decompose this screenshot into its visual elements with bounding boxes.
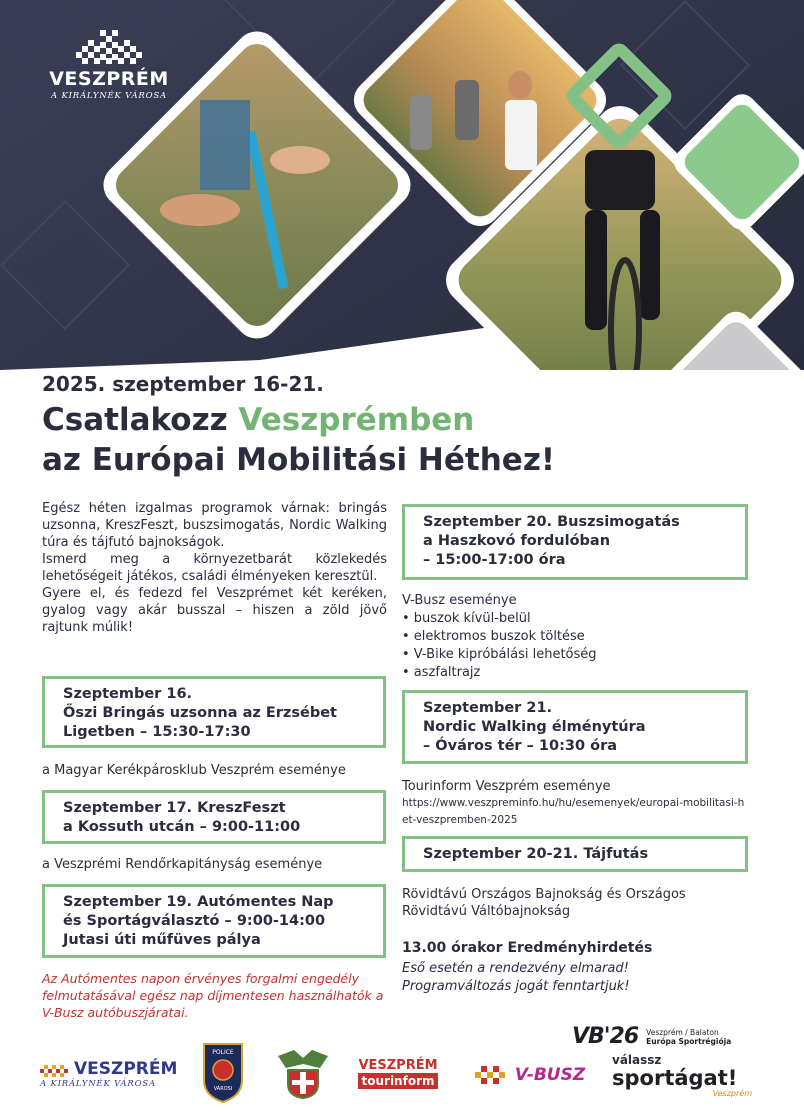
rain-note: [402, 960, 630, 996]
veszprem-script-text: Veszprém: [712, 1088, 752, 1098]
event-organizer: Rövidtávú Országos Bajnokság és Országos Rövidtávú Váltóbajnokság: [402, 887, 686, 919]
vbusz-text: V-BUSZ: [514, 1065, 586, 1085]
vbusz-program-list: [402, 592, 597, 682]
event-line: Jutasi úti műfüves pálya: [63, 932, 261, 948]
title-green-word: Veszprémben: [238, 402, 475, 438]
eagle-crest-icon: [274, 1046, 332, 1100]
police-shield-icon: [200, 1040, 246, 1104]
event-line: – 15:00-17:00 óra: [423, 552, 566, 568]
change-note-line: Programváltozás jogát fenntartjuk!: [402, 979, 630, 994]
vb26-caption: [646, 1028, 731, 1046]
vb26-caption-line: Európa Sportrégiója: [646, 1036, 732, 1046]
tourinform-logo: [356, 1050, 440, 1096]
crown-icon: [76, 30, 142, 64]
event-line: Szeptember 16.: [63, 686, 193, 702]
page-title: [42, 400, 555, 480]
footer-logo-name: VESZPRÉM: [74, 1059, 178, 1079]
event-line: Szeptember 20. Buszsimogatás: [423, 514, 680, 530]
event-line: Szeptember 20-21. Tájfutás: [423, 846, 649, 862]
event-line: Ligetben – 15:30-17:30: [63, 724, 251, 740]
footer-logo-sub: A KIRÁLYNÉK VÁROSA: [40, 1079, 156, 1089]
event-date: 2025. szeptember 16-21.: [42, 372, 324, 396]
event-line: Nordic Walking élménytúra: [423, 719, 646, 735]
valassz-text: válassz: [612, 1052, 662, 1067]
veszprem-logo: [44, 30, 174, 102]
sportagat-text: sportágat!: [612, 1065, 738, 1090]
footer-veszprem-logo: [40, 1052, 180, 1096]
vb26-mark: VB'26: [572, 1024, 639, 1049]
event-organizer: a Magyar Kerékpárosklub Veszprém eseménye: [42, 763, 346, 778]
vb26-logo: [572, 1024, 731, 1049]
intro-p3: Gyere el, és fedezd fel Veszprémet két keréken, gyalog vagy akár busszal – hiszen a zöld jövő rajtunk múlik!: [42, 586, 387, 635]
event-url[interactable]: https://www.veszpreminfo.hu/hu/esemenyek/europai-mobilitasi-het-veszpremben-2025: [402, 797, 745, 826]
event-box-sept20-bus: [402, 504, 748, 580]
valassz-sportagat-logo: [612, 1052, 752, 1100]
list-item: • buszok kívül-belül: [402, 611, 531, 626]
list-item: V-Busz eseménye: [402, 593, 517, 608]
police-badge-text: POLICE: [212, 1049, 234, 1056]
bus-free-note: Az Autómentes napon érvényes forgalmi engedély felmutatásával egész nap díjmentesen használhatók a V-Busz autóbuszjáratai.: [42, 971, 384, 1020]
event-line: – Óváros tér – 10:30 óra: [423, 738, 618, 754]
rain-note-line: Eső esetén a rendezvény elmarad!: [402, 961, 629, 976]
logo-subtitle: A KIRÁLYNÉK VÁROSA: [51, 91, 167, 101]
list-item: • elektromos buszok töltése: [402, 629, 585, 644]
club-crest: [274, 1046, 332, 1100]
vbusz-logo: [466, 1062, 594, 1088]
event-line: és Sportágválasztó – 9:00-14:00: [63, 913, 326, 929]
event-box-sept17: [42, 790, 386, 844]
tourinform-name: tourinform: [358, 1073, 439, 1089]
event-line: Szeptember 21.: [423, 700, 553, 716]
event-organizer: a Veszprémi Rendőrkapitányság eseménye: [42, 857, 323, 872]
intro-p1: Egész héten izgalmas programok várnak: bringás uzsonna, KreszFeszt, buszsimogatás, Nordic Walking túra és tájfutó bajnokságok.: [42, 501, 387, 550]
title-part-1: Csatlakozz: [42, 402, 239, 438]
event-box-sept21: [402, 690, 748, 764]
event-line: a Kossuth utcán – 9:00-11:00: [63, 819, 301, 835]
intro-p2: Ismerd meg a környezetbarát közlekedés lehetőségeit játékos, családi élményeken keresztül.: [42, 552, 387, 584]
event-box-sept16: [42, 676, 386, 748]
logo-name: VESZPRÉM: [49, 68, 169, 90]
crown-icon: [40, 1061, 70, 1077]
event-organizer: Tourinform Veszprém eseménye: [402, 779, 611, 794]
police-badge-text: VÁROSI: [213, 1086, 233, 1092]
title-line-1: [42, 400, 555, 440]
event-box-sept19: [42, 884, 386, 958]
vbusz-checker-icon: [475, 1066, 511, 1084]
police-badge: [200, 1040, 246, 1104]
event-line: Őszi Bringás uzsonna az Erzsébet: [63, 705, 337, 721]
tourinform-city: VESZPRÉM: [358, 1057, 438, 1073]
results-announcement: 13.00 órakor Eredményhirdetés: [402, 940, 653, 956]
list-item: • aszfaltrajz: [402, 665, 481, 680]
title-line-2: az Európai Mobilitási Héthez!: [42, 442, 555, 478]
intro-text: [42, 500, 387, 636]
list-item: • V-Bike kipróbálási lehetőség: [402, 647, 597, 662]
event-box-orienteering: [402, 836, 748, 872]
event-line: Szeptember 17. KreszFeszt: [63, 800, 286, 816]
vb26-caption-line: Veszprém / Balaton: [646, 1027, 719, 1037]
event-line: a Haszkovó fordulóban: [423, 533, 611, 549]
event-line: Szeptember 19. Autómentes Nap: [63, 894, 334, 910]
